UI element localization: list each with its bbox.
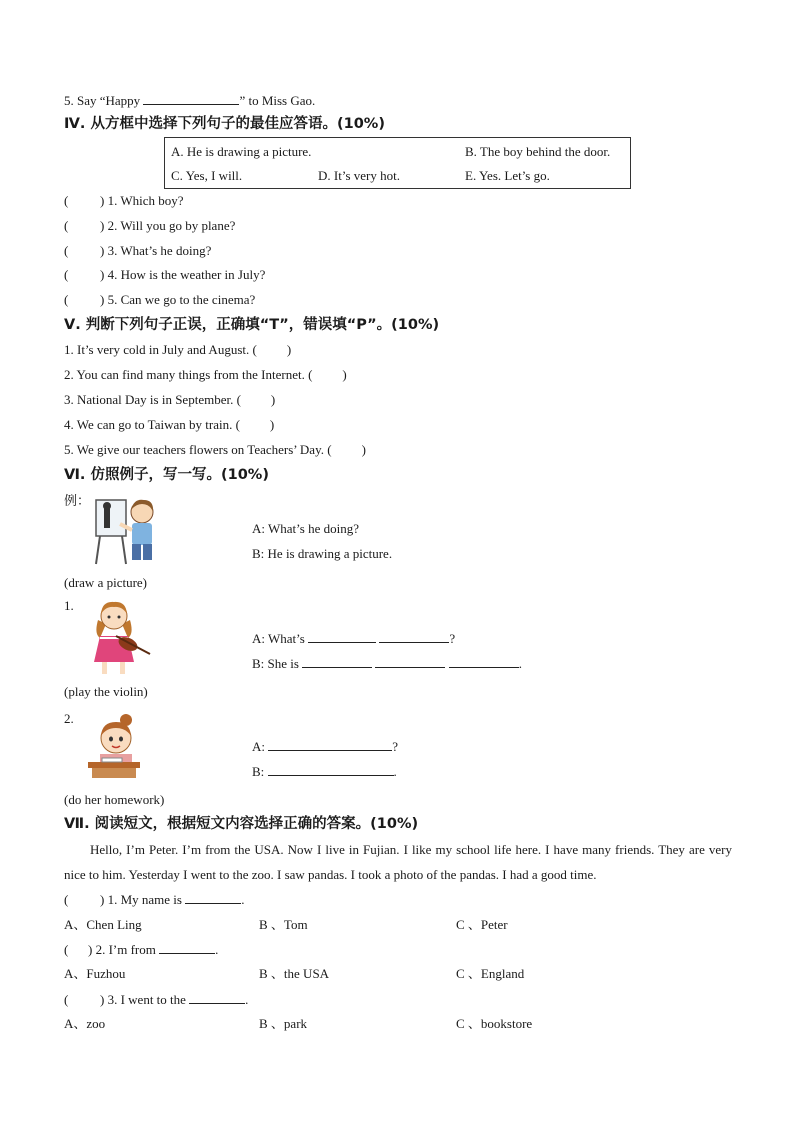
- example-cue: (draw a picture): [64, 575, 148, 590]
- option-e: E. Yes. Let’s go.: [465, 168, 550, 183]
- answer-blank[interactable]: [375, 655, 445, 668]
- choice-a: A、Fuzhou: [64, 966, 126, 981]
- answer-blank[interactable]: [143, 92, 239, 105]
- reading-passage: Hello, I’m Peter. I’m from the USA. Now I live in Fujian. I like my school life here. I have many friends. They are very nice to him. Yesterday I went to the zoo. I saw pandas. I took a photo of the pandas. I had a good time.: [64, 842, 732, 882]
- answer-blank[interactable]: [159, 941, 215, 954]
- example-line-a: A: What’s he doing?: [252, 521, 359, 536]
- answer-blank[interactable]: [268, 763, 394, 776]
- section-6-title: Ⅵ. 仿照例子，写一写。(10%): [64, 467, 269, 483]
- sec7-question: ( ) 3. I went to the .: [64, 992, 249, 1007]
- sec7-question: ( ) 2. I’m from .: [64, 942, 219, 957]
- option-d: D. It’s very hot.: [318, 168, 400, 183]
- q5-say-happy: 5. Say “Happy ” to Miss Gao.: [64, 93, 316, 108]
- sec4-question: ( ) 2. Will you go by plane?: [64, 218, 236, 233]
- item-1-line-a: A: What’s ?: [252, 631, 456, 646]
- section-4-title: Ⅳ. 从方框中选择下列句子的最佳应答语。(10%): [64, 116, 385, 132]
- choice-a: A、Chen Ling: [64, 917, 142, 932]
- sec7-question: ( ) 1. My name is .: [64, 892, 245, 907]
- choice-b: B 、Tom: [259, 917, 308, 932]
- sec4-question: ( ) 4. How is the weather in July?: [64, 267, 266, 282]
- example-label: 例：: [64, 493, 91, 508]
- answer-blank[interactable]: [302, 655, 372, 668]
- item-2-line-b: B: .: [252, 764, 397, 779]
- choice-b: B 、park: [259, 1016, 308, 1031]
- option-a: A. He is drawing a picture.: [171, 144, 312, 159]
- answer-blank[interactable]: [189, 991, 245, 1004]
- item-1-number: 1.: [64, 598, 74, 613]
- choice-b: B 、the USA: [259, 966, 330, 981]
- item-2-cue: (do her homework): [64, 792, 165, 807]
- sec5-question: 5. We give our teachers flowers on Teachers’ Day. ( ): [64, 442, 366, 457]
- sec4-question: ( ) 5. Can we go to the cinema?: [64, 292, 256, 307]
- item-2-number: 2.: [64, 711, 74, 726]
- girl-homework-illustration: [86, 712, 142, 780]
- choice-a: A、zoo: [64, 1016, 106, 1031]
- item-1-cue: (play the violin): [64, 684, 148, 699]
- answer-blank[interactable]: [268, 738, 392, 751]
- item-2-line-a: A: ?: [252, 739, 399, 754]
- answer-blank[interactable]: [379, 630, 449, 643]
- answer-blank[interactable]: [185, 891, 241, 904]
- answer-blank[interactable]: [449, 655, 519, 668]
- option-b: B. The boy behind the door.: [465, 144, 611, 159]
- example-line-b: B: He is drawing a picture.: [252, 546, 393, 561]
- choice-c: C 、bookstore: [456, 1016, 533, 1031]
- boy-drawing-illustration: [92, 492, 162, 568]
- choice-c: C 、England: [456, 966, 525, 981]
- girl-violin-illustration: [88, 598, 154, 680]
- choice-c: C 、Peter: [456, 917, 508, 932]
- sec4-question: ( ) 3. What’s he doing?: [64, 243, 212, 258]
- sec5-question: 2. You can find many things from the Internet. ( ): [64, 367, 347, 382]
- answer-blank[interactable]: [308, 630, 376, 643]
- answer-options-box: [164, 137, 631, 189]
- sec5-question: 3. National Day is in September. ( ): [64, 392, 276, 407]
- section-7-title: Ⅶ. 阅读短文，根据短文内容选择正确的答案。(10%): [64, 816, 419, 832]
- section-5-title: Ⅴ. 判断下列句子正误，正确填“T”，错误填“P”。(10%): [64, 317, 440, 333]
- sec4-question: ( ) 1. Which boy?: [64, 193, 184, 208]
- sec5-question: 1. It’s very cold in July and August. ( ): [64, 342, 292, 357]
- sec5-question: 4. We can go to Taiwan by train. ( ): [64, 417, 275, 432]
- option-c: C. Yes, I will.: [171, 168, 243, 183]
- item-1-line-b: B: She is .: [252, 656, 522, 671]
